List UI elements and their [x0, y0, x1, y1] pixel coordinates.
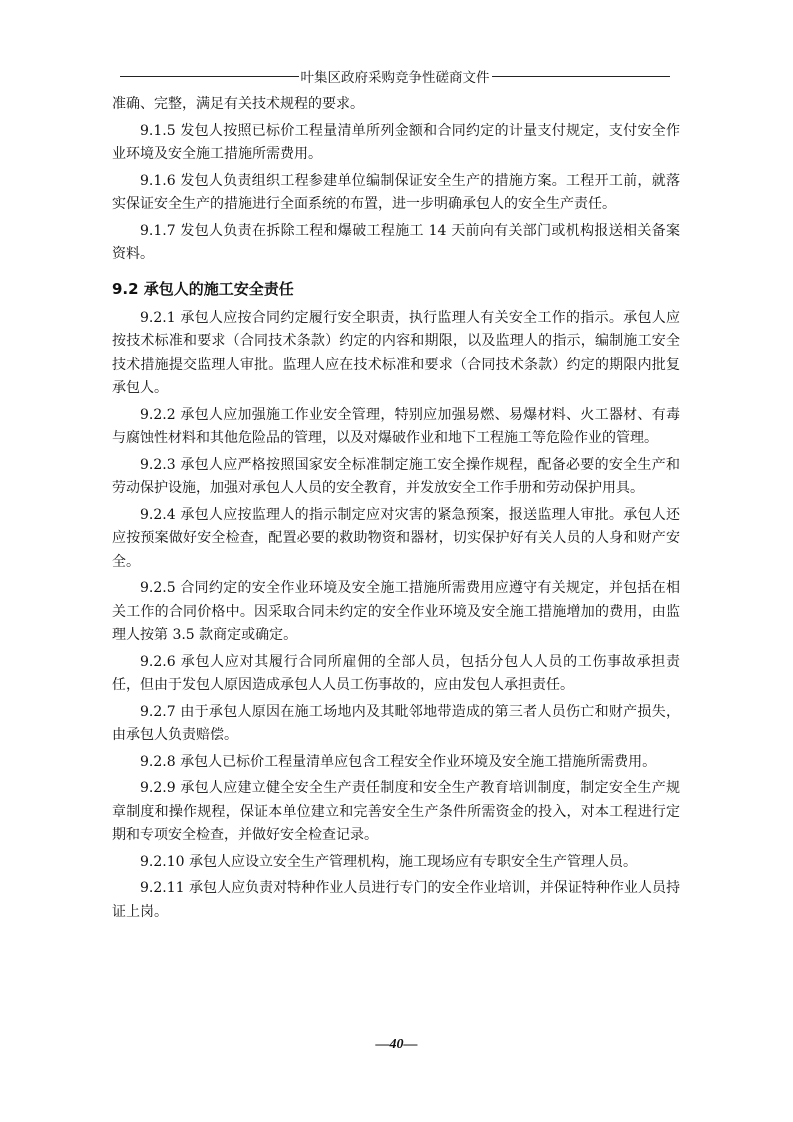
- document-body: [112, 93, 680, 927]
- paragraph: 9.2.11 承包人应负责对特种作业人员进行专门的安全作业培训，并保证特种作业人员持证上岗。: [112, 880, 680, 920]
- page-header: [120, 66, 670, 86]
- paragraph: 9.2.4 承包人应按监理人的指示制定应对灾害的紧急预案，报送监理人审批。承包人还应按预案做好安全检查，配置必要的救助物资和器材，切实保护好有关人员的人身和财产安全。: [112, 506, 680, 570]
- paragraph: 9.2.10 承包人应设立安全生产管理机构，施工现场应有专职安全生产管理人员。: [140, 853, 637, 870]
- paragraph: 9.2.3 承包人应严格按照国家安全标准制定施工安全操作规程，配备必要的安全生产和劳动保护设施，加强对承包人人员的安全教育，并发放安全工作手册和劳动保护用具。: [112, 456, 680, 496]
- paragraph: 9.2.1 承包人应按合同约定履行安全职责，执行监理人有关安全工作的指示。承包人应按技术标准和要求（合同技术条款）约定的内容和期限，以及监理人的指示，编制施工安全技术措施提交监理人审批。监理人应在技术标准和要求（合同技术条款）约定的期限内批复承包人。: [112, 309, 680, 396]
- paragraph: 9.2.5 合同约定的安全作业环境及安全施工措施所需费用应遵守有关规定，并包括在相关工作的合同价格中。因采取合同未约定的安全作业环境及安全施工措施增加的费用，由监理人按第 3.5 款商定或确定。: [112, 580, 680, 643]
- paragraph: 9.2.9 承包人应建立健全安全生产责任制度和安全生产教育培训制度，制定安全生产规章制度和操作规程，保证本单位建立和完善安全生产条件所需资金的投入，对本工程进行定期和专项安全检查，并做好安全检查记录。: [112, 780, 680, 843]
- section-heading: 9.2 承包人的施工安全责任: [112, 279, 294, 298]
- paragraph: 9.2.6 承包人应对其履行合同所雇佣的全部人员，包括分包人人员的工伤事故承担责任，但由于发包人原因造成承包人人员工伤事故的，应由发包人承担责任。: [112, 653, 680, 693]
- paragraph: 9.1.6 发包人负责组织工程参建单位编制保证安全生产的措施方案。工程开工前，就落实保证安全生产的措施进行全面系统的布置，进一步明确承包人的安全生产责任。: [112, 172, 680, 212]
- header-rule-left: [120, 76, 299, 77]
- paragraph: 9.2.7 由于承包人原因在施工场地内及其毗邻地带造成的第三者人员伤亡和财产损失，由承包人负责赔偿。: [112, 703, 680, 743]
- paragraph: 9.1.5 发包人按照已标价工程量清单所列金额和合同约定的计量支付规定，支付安全作业环境及安全施工措施所需费用。: [112, 122, 680, 162]
- paragraph: 准确、完整，满足有关技术规程的要求。: [112, 96, 364, 112]
- document-title: 叶集区政府采购竞争性磋商文件: [300, 70, 490, 86]
- page-number: —40—: [375, 1037, 418, 1052]
- header-rule-right: [492, 76, 671, 77]
- paragraph: 9.1.7 发包人负责在拆除工程和爆破工程施工 14 天前向有关部门或机构报送相关备案资料。: [112, 222, 680, 262]
- paragraph: 9.2.2 承包人应加强施工作业安全管理，特别应加强易燃、易爆材料、火工器材、有毒与腐蚀性材料和其他危险品的管理，以及对爆破作业和地下工程施工等危险作业的管理。: [112, 406, 680, 446]
- paragraph: 9.2.8 承包人已标价工程量清单应包含工程安全作业环境及安全施工措施所需费用。: [140, 753, 657, 770]
